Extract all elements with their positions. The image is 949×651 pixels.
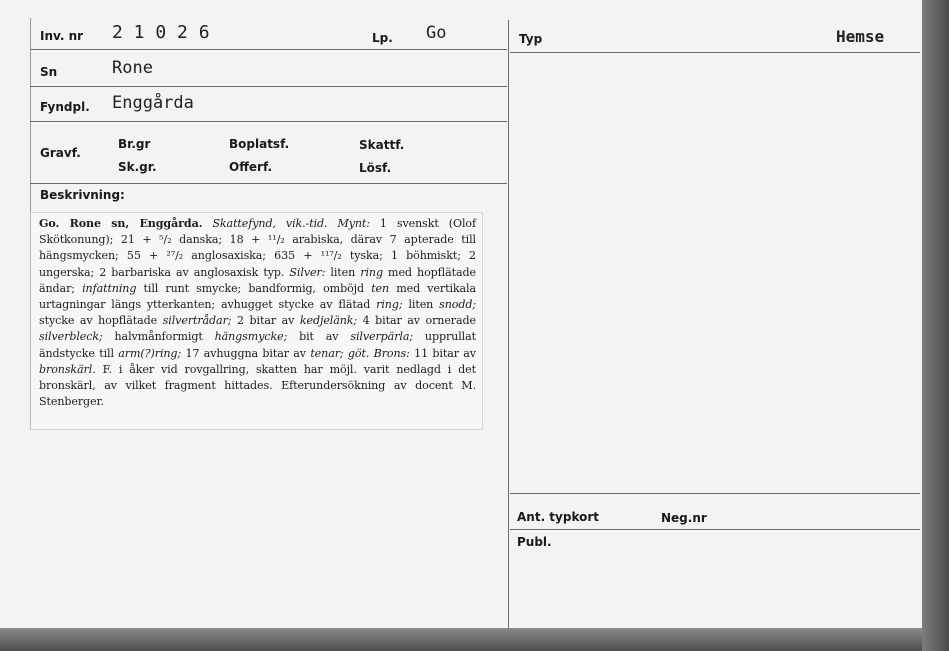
inv-nr-value: 2 1 0 2 6 xyxy=(112,22,210,43)
sn-value: Rone xyxy=(112,58,153,78)
gravf-label: Gravf. xyxy=(40,146,81,160)
offerf-label: Offerf. xyxy=(229,160,273,174)
skgr-label: Sk.gr. xyxy=(118,160,157,174)
neg-nr-label: Neg.nr xyxy=(661,511,707,525)
typ-value: Hemse xyxy=(836,27,885,46)
description-slip xyxy=(30,212,483,430)
row4-rule xyxy=(30,183,507,184)
typkort-top-rule xyxy=(510,493,920,494)
losf-label: Lösf. xyxy=(359,161,392,175)
fyndpl-value: Enggårda xyxy=(112,93,194,113)
skattf-label: Skattf. xyxy=(359,138,405,152)
description-text: Go. Rone sn, Enggårda. Skattefynd, vik.-tid. Mynt: 1 svenskt (Olof Skötkonung); 21 + ⁵/₂ danska; 18 + ¹¹/₂ arabiska, därav 7 apterade till hängsmycken; 55 + ²⁷/₂ anglosaxiska; 635 + ¹¹⁷/₂ tyska; 1 böhmiskt; 2 ungerska; 2 barbariska av anglosaxisk typ. Silver: liten ring med hopflätade ändar; infattning till runt smycke; bandformig, omböjd ten med vertikala urtagningar längs ytterkanten; avhugget stycke av flätad ring; liten snodd; stycke av hopflätade silvertrådar; 2 bitar av kedjelänk; 4 bitar av ornerade silverbleck; halvmånformigt hängsmycke; bit av silverpärla; upprullat ändstycke till arm(?)ring; 17 avhuggna bitar av tenar; göt. Brons: 11 bitar av bronskärl. F. i åker vid rovgallring, skatten har möjl. varit nedlagd i det bronskärl, av vilket fragment hittades. Efterundersökning av docent M. Stenberger. xyxy=(39,217,476,409)
sn-label: Sn xyxy=(40,65,58,79)
ant-typkort-label: Ant. typkort xyxy=(517,510,600,524)
typkort-bottom-rule xyxy=(510,529,920,530)
scan-edge-right xyxy=(922,0,949,651)
fyndpl-label: Fyndpl. xyxy=(40,100,90,114)
row2-rule xyxy=(30,86,507,87)
inv-nr-label: Inv. nr xyxy=(40,29,84,43)
publ-label: Publ. xyxy=(517,535,552,549)
typ-label: Typ xyxy=(519,32,543,46)
row3-rule xyxy=(30,121,507,122)
row1-rule-right xyxy=(510,52,920,53)
boplatsf-label: Boplatsf. xyxy=(229,137,290,151)
scan-edge-bottom xyxy=(0,628,922,651)
brgr-label: Br.gr xyxy=(118,137,151,151)
row1-rule-left xyxy=(30,49,507,50)
lp-value: Go xyxy=(426,23,447,43)
lp-label: Lp. xyxy=(372,31,393,45)
center-divider xyxy=(508,20,509,628)
beskrivning-label: Beskrivning: xyxy=(40,188,125,202)
